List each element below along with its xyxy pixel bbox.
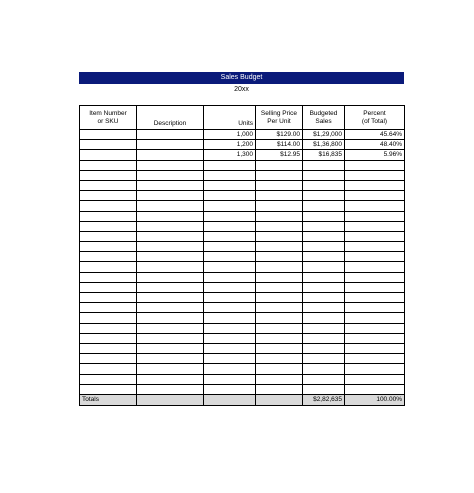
cell-sales[interactable]: $16,835 [303, 150, 345, 160]
cell-units[interactable] [204, 191, 256, 201]
cell-description[interactable] [137, 364, 204, 374]
cell-item[interactable] [80, 211, 137, 221]
cell-description[interactable] [137, 282, 204, 292]
cell-sales[interactable] [303, 252, 345, 262]
cell-units[interactable] [204, 282, 256, 292]
column-header-line: Units [238, 120, 253, 127]
cell-price[interactable] [256, 231, 303, 241]
cell-description[interactable] [137, 140, 204, 150]
column-header-line: Sales [315, 117, 332, 125]
cell-price[interactable] [256, 313, 303, 323]
cell-percent[interactable] [345, 170, 405, 180]
cell-item[interactable] [80, 333, 137, 343]
cell-sales[interactable] [303, 262, 345, 272]
cell-price[interactable] [256, 180, 303, 190]
cell-units[interactable] [204, 313, 256, 323]
cell-percent[interactable] [345, 180, 405, 190]
table-row [80, 313, 405, 323]
cell-units[interactable] [204, 211, 256, 221]
table-row [80, 354, 405, 364]
cell-percent[interactable] [345, 343, 405, 353]
cell-sales[interactable] [303, 191, 345, 201]
totals-sales: $2,82,635 [303, 394, 345, 405]
totals-row [80, 394, 405, 405]
table-row [80, 160, 405, 170]
cell-description[interactable] [137, 354, 204, 364]
cell-item[interactable] [80, 343, 137, 353]
cell-price[interactable] [256, 252, 303, 262]
cell-units[interactable]: 1,200 [204, 140, 256, 150]
cell-percent[interactable] [345, 384, 405, 394]
table-row [80, 272, 405, 282]
cell-item[interactable] [80, 364, 137, 374]
cell-description[interactable] [137, 313, 204, 323]
table-row [80, 180, 405, 190]
cell-percent[interactable] [345, 221, 405, 231]
cell-units[interactable] [204, 364, 256, 374]
cell-price[interactable] [256, 272, 303, 282]
cell-units[interactable] [204, 303, 256, 313]
cell-units[interactable] [204, 384, 256, 394]
cell-units[interactable] [204, 231, 256, 241]
cell-sales[interactable] [303, 303, 345, 313]
cell-description[interactable] [137, 272, 204, 282]
cell-sales[interactable] [303, 201, 345, 211]
cell-sales[interactable] [303, 293, 345, 303]
cell-price[interactable] [256, 201, 303, 211]
cell-sales[interactable] [303, 343, 345, 353]
cell-percent[interactable] [345, 313, 405, 323]
cell-description[interactable] [137, 180, 204, 190]
cell-price[interactable] [256, 333, 303, 343]
table-row [80, 303, 405, 313]
table-row [80, 282, 405, 292]
cell-description[interactable] [137, 303, 204, 313]
cell-item[interactable] [80, 231, 137, 241]
cell-units[interactable] [204, 242, 256, 252]
cell-sales[interactable]: $1,29,000 [303, 130, 345, 140]
table-row [80, 333, 405, 343]
cell-price[interactable] [256, 221, 303, 231]
table-row [80, 252, 405, 262]
cell-price[interactable] [256, 384, 303, 394]
cell-price[interactable]: $114.00 [256, 140, 303, 150]
cell-price[interactable] [256, 293, 303, 303]
cell-description[interactable] [137, 343, 204, 353]
cell-percent[interactable] [345, 160, 405, 170]
cell-units[interactable] [204, 323, 256, 333]
cell-item[interactable] [80, 242, 137, 252]
cell-units[interactable] [204, 293, 256, 303]
cell-description[interactable] [137, 160, 204, 170]
totals-label: Totals [80, 394, 137, 405]
column-header-description [137, 106, 204, 130]
cell-description[interactable] [137, 242, 204, 252]
header-row [80, 106, 405, 130]
cell-description[interactable] [137, 252, 204, 262]
cell-units[interactable] [204, 354, 256, 364]
cell-sales[interactable] [303, 160, 345, 170]
cell-price[interactable] [256, 242, 303, 252]
cell-sales[interactable] [303, 384, 345, 394]
cell-sales[interactable] [303, 272, 345, 282]
column-header-line: Item Number [89, 109, 127, 117]
table-row [80, 201, 405, 211]
cell-percent[interactable] [345, 191, 405, 201]
totals-blank-cell [256, 394, 303, 405]
cell-sales[interactable] [303, 282, 345, 292]
table-row [80, 323, 405, 333]
table-row [80, 293, 405, 303]
cell-price[interactable] [256, 303, 303, 313]
cell-units[interactable] [204, 333, 256, 343]
cell-price[interactable]: $129.00 [256, 130, 303, 140]
column-header-price [256, 106, 303, 130]
cell-sales[interactable] [303, 231, 345, 241]
table-row [80, 191, 405, 201]
cell-sales[interactable] [303, 211, 345, 221]
cell-units[interactable] [204, 374, 256, 384]
cell-sales[interactable] [303, 180, 345, 190]
table-row [80, 231, 405, 241]
table-row [80, 130, 405, 140]
table-row [80, 221, 405, 231]
cell-item[interactable] [80, 191, 137, 201]
cell-percent[interactable] [345, 282, 405, 292]
table-row [80, 211, 405, 221]
cell-description[interactable] [137, 201, 204, 211]
column-header-units [204, 106, 256, 130]
cell-units[interactable]: 1,000 [204, 130, 256, 140]
cell-item[interactable] [80, 160, 137, 170]
column-header-item [80, 106, 137, 130]
cell-sales[interactable] [303, 242, 345, 252]
column-header-line: Selling Price [260, 109, 298, 117]
table-row [80, 374, 405, 384]
cell-units[interactable] [204, 252, 256, 262]
cell-sales[interactable] [303, 354, 345, 364]
cell-item[interactable] [80, 374, 137, 384]
table-header [80, 106, 405, 130]
column-header-line: Budgeted [309, 109, 338, 117]
column-header-sales [303, 106, 345, 130]
cell-percent[interactable]: 5.96% [345, 150, 405, 160]
sales-budget-sheet [79, 72, 404, 406]
column-header-line: Description [153, 120, 187, 127]
cell-item[interactable] [80, 313, 137, 323]
cell-sales[interactable] [303, 333, 345, 343]
cell-item[interactable] [80, 293, 137, 303]
cell-percent[interactable] [345, 252, 405, 262]
cell-description[interactable] [137, 262, 204, 272]
table-row [80, 170, 405, 180]
cell-price[interactable] [256, 343, 303, 353]
cell-item[interactable] [80, 221, 137, 231]
cell-description[interactable] [137, 211, 204, 221]
column-header-line: Per Unit [267, 117, 291, 125]
cell-percent[interactable]: 48.40% [345, 140, 405, 150]
cell-sales[interactable] [303, 221, 345, 231]
cell-sales[interactable] [303, 364, 345, 374]
cell-item[interactable] [80, 170, 137, 180]
cell-item[interactable] [80, 272, 137, 282]
cell-sales[interactable] [303, 313, 345, 323]
cell-percent[interactable]: 45.64% [345, 130, 405, 140]
column-header-percent [345, 106, 405, 130]
cell-item[interactable] [80, 150, 137, 160]
cell-description[interactable] [137, 150, 204, 160]
cell-description[interactable] [137, 333, 204, 343]
table-row [80, 364, 405, 374]
cell-price[interactable] [256, 211, 303, 221]
cell-description[interactable] [137, 293, 204, 303]
cell-item[interactable] [80, 262, 137, 272]
cell-percent[interactable] [345, 262, 405, 272]
cell-price[interactable] [256, 354, 303, 364]
cell-percent[interactable] [345, 364, 405, 374]
cell-price[interactable] [256, 282, 303, 292]
column-header-line: (of Total) [361, 117, 388, 125]
cell-description[interactable] [137, 323, 204, 333]
cell-item[interactable] [80, 354, 137, 364]
budget-table [79, 105, 405, 406]
sheet-subtitle: 20xx [234, 86, 249, 93]
cell-percent[interactable] [345, 333, 405, 343]
cell-price[interactable]: $12.95 [256, 150, 303, 160]
cell-item[interactable] [80, 303, 137, 313]
table-row [80, 343, 405, 353]
table-row [80, 242, 405, 252]
cell-units[interactable] [204, 221, 256, 231]
cell-percent[interactable] [345, 354, 405, 364]
column-header-line: Percent [363, 109, 386, 117]
table-row [80, 384, 405, 394]
cell-description[interactable] [137, 170, 204, 180]
totals-blank-cell [137, 394, 204, 405]
cell-percent[interactable] [345, 293, 405, 303]
cell-price[interactable] [256, 160, 303, 170]
cell-price[interactable] [256, 262, 303, 272]
table-row [80, 262, 405, 272]
column-header-line: or SKU [97, 117, 119, 125]
cell-description[interactable] [137, 374, 204, 384]
totals-blank-cell [204, 394, 256, 405]
cell-item[interactable] [80, 252, 137, 262]
cell-percent[interactable] [345, 303, 405, 313]
cell-item[interactable] [80, 130, 137, 140]
cell-units[interactable] [204, 272, 256, 282]
sheet-title: Sales Budget [79, 72, 404, 84]
cell-units[interactable] [204, 201, 256, 211]
empty-rows [80, 160, 405, 394]
cell-price[interactable] [256, 323, 303, 333]
table-body [80, 130, 405, 161]
table-row [80, 140, 405, 150]
totals-percent: 100.00% [345, 394, 405, 405]
cell-description[interactable] [137, 191, 204, 201]
cell-item[interactable] [80, 282, 137, 292]
cell-units[interactable] [204, 160, 256, 170]
cell-price[interactable] [256, 364, 303, 374]
cell-description[interactable] [137, 231, 204, 241]
cell-percent[interactable] [345, 374, 405, 384]
cell-units[interactable] [204, 180, 256, 190]
cell-units[interactable] [204, 170, 256, 180]
cell-percent[interactable] [345, 272, 405, 282]
table-row [80, 150, 405, 160]
cell-percent[interactable] [345, 323, 405, 333]
cell-sales[interactable] [303, 323, 345, 333]
cell-item[interactable] [80, 201, 137, 211]
cell-percent[interactable] [345, 211, 405, 221]
cell-percent[interactable] [345, 201, 405, 211]
cell-item[interactable] [80, 180, 137, 190]
cell-item[interactable] [80, 140, 137, 150]
table-footer [80, 394, 405, 405]
cell-item[interactable] [80, 323, 137, 333]
cell-description[interactable] [137, 221, 204, 231]
cell-price[interactable] [256, 374, 303, 384]
cell-sales[interactable] [303, 170, 345, 180]
cell-description[interactable] [137, 384, 204, 394]
cell-percent[interactable] [345, 242, 405, 252]
cell-units[interactable] [204, 343, 256, 353]
cell-units[interactable]: 1,300 [204, 150, 256, 160]
cell-sales[interactable]: $1,36,800 [303, 140, 345, 150]
cell-units[interactable] [204, 262, 256, 272]
cell-price[interactable] [256, 170, 303, 180]
cell-description[interactable] [137, 130, 204, 140]
cell-percent[interactable] [345, 231, 405, 241]
cell-sales[interactable] [303, 374, 345, 384]
cell-price[interactable] [256, 191, 303, 201]
cell-item[interactable] [80, 384, 137, 394]
